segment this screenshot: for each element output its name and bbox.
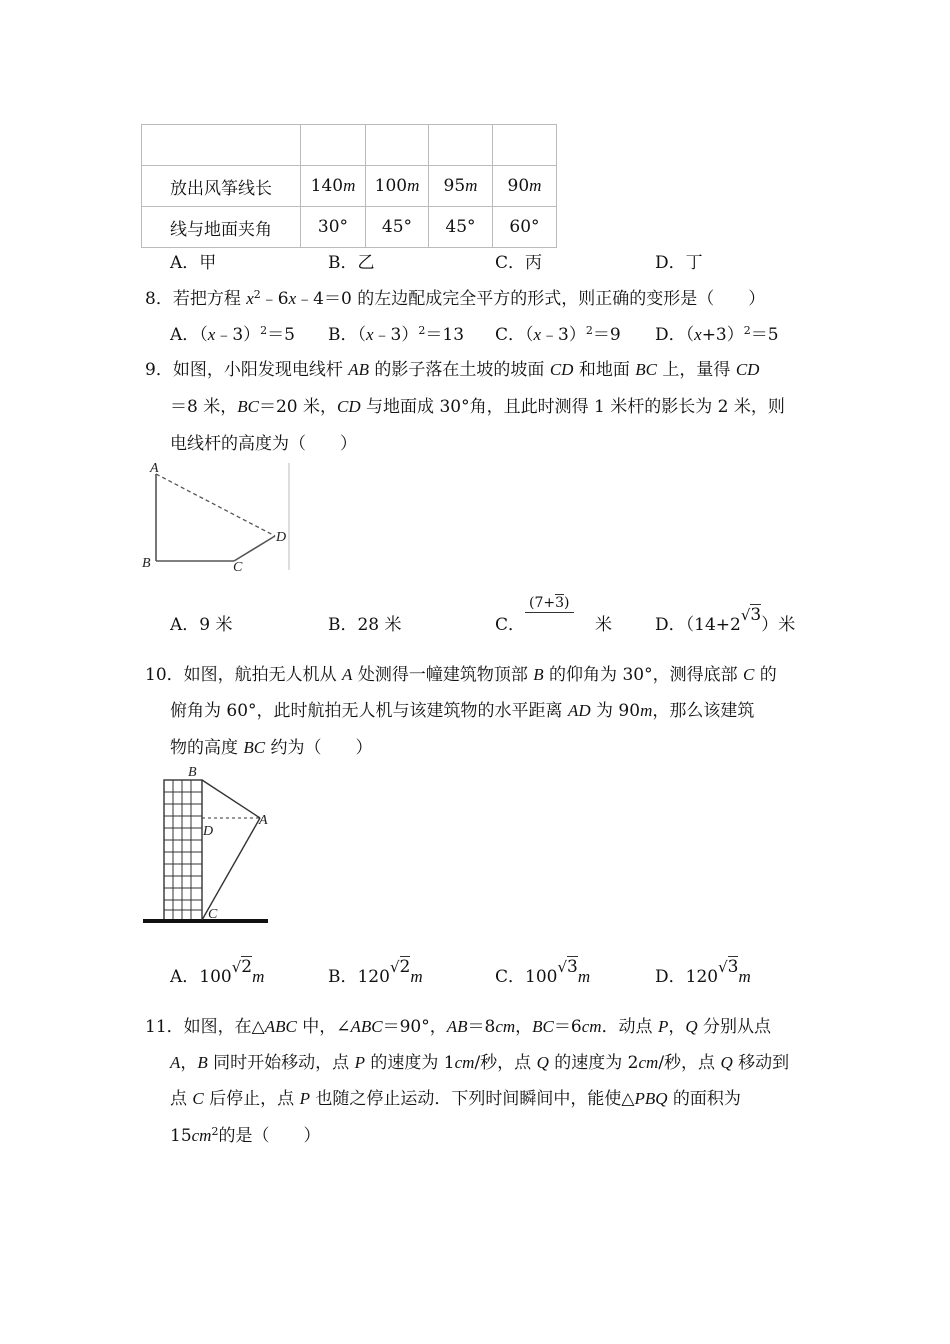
q9-figure bbox=[138, 455, 298, 575]
slope-CD bbox=[234, 536, 275, 561]
table-cell: 90m bbox=[493, 166, 557, 207]
q10-line-2: 俯角为 60°，此时航拍无人机与该建筑物的水平距离 AD 为 90m，那么该建筑 bbox=[170, 701, 755, 721]
building-grid bbox=[164, 780, 202, 920]
q11-line-1: 11．如图，在△ABC 中，∠ABC＝90°，AB＝8cm，BC＝6cm．动点 P，Q 分别从点 bbox=[145, 1017, 772, 1037]
table-cell: 140m bbox=[301, 166, 366, 207]
q8-option-a: A．（x﹣3）$^2$＝5 bbox=[170, 324, 295, 345]
q10-option-d: D．120√3m bbox=[655, 957, 751, 987]
table-header-row bbox=[142, 125, 557, 166]
table-cell: 95m bbox=[429, 166, 493, 207]
label-C: C bbox=[208, 907, 218, 922]
table-cell bbox=[493, 125, 557, 166]
q7-option-b: B．乙 bbox=[328, 253, 375, 273]
kite-table bbox=[141, 124, 557, 248]
q9-line-1: 9．如图，小阳发现电线杆 AB 的影子落在土坡的坡面 CD 和地面 BC 上，量得 CD bbox=[145, 360, 760, 380]
q10-option-a: A．100√2m bbox=[170, 957, 265, 987]
row-label: 放出风筝线长 bbox=[142, 166, 301, 207]
label-C: C bbox=[233, 560, 243, 575]
fraction-numerator: (7+3) bbox=[525, 595, 574, 613]
label-B: B bbox=[142, 556, 151, 571]
q9-line-3: 电线杆的高度为（ ） bbox=[170, 434, 357, 454]
q8-option-b: B．（x﹣3）$^2$＝13 bbox=[328, 324, 465, 345]
label-D: D bbox=[276, 530, 287, 545]
table-cell bbox=[366, 125, 429, 166]
label-A: A bbox=[150, 461, 159, 476]
q9-line-2: ＝8 米，BC＝20 米，CD 与地面成 30°角，且此时测得 1 米杆的影长为 2 米，则 bbox=[170, 397, 785, 417]
q9-option-a: A．9 米 bbox=[170, 615, 233, 635]
table-row bbox=[142, 207, 557, 248]
q8-option-c: C．（x﹣3）$^2$＝9 bbox=[495, 324, 621, 345]
q8-option-d: D．$(x+3)^2=5$ bbox=[655, 324, 779, 345]
sight-AB bbox=[202, 780, 260, 818]
table-cell: 45° bbox=[366, 207, 429, 248]
table-row bbox=[142, 166, 557, 207]
label-A: A bbox=[259, 813, 268, 828]
q9-option-d: D．（14+2√3）米 bbox=[655, 605, 796, 635]
q11-line-4: $15cm^2$的是（ ） bbox=[170, 1125, 321, 1146]
q7-option-a: A．甲 bbox=[170, 253, 217, 273]
q10-option-b: B．120√2m bbox=[328, 957, 423, 987]
q10-line-3: 物的高度 BC 约为（ ） bbox=[170, 738, 373, 758]
label-B: B bbox=[188, 765, 197, 780]
sun-ray-AD bbox=[156, 474, 275, 536]
q8-stem: 8．若把方程 $x^2﹣6x﹣4=0$ 的左边配成完全平方的形式，则正确的变形是（ ） bbox=[145, 288, 766, 309]
table-cell: 100m bbox=[366, 166, 429, 207]
table-cell: 45° bbox=[429, 207, 493, 248]
q11-line-2: A，B 同时开始移动，点 P 的速度为 1cm/秒，点 Q 的速度为 2cm/秒，点 Q 移动到 bbox=[170, 1053, 790, 1073]
table-cell bbox=[301, 125, 366, 166]
q10-line-1: 10．如图，航拍无人机从 A 处测得一幢建筑物顶部 B 的仰角为 30°，测得底部 C 的 bbox=[145, 665, 777, 685]
q9-option-c: C． (7+3) 米 bbox=[495, 595, 612, 635]
table-cell bbox=[142, 125, 301, 166]
row-label: 线与地面夹角 bbox=[142, 207, 301, 248]
q11-line-3: 点 C 后停止，点 P 也随之停止运动．下列时间瞬间中，能使△PBQ 的面积为 bbox=[170, 1089, 741, 1109]
q10-option-c: C．100√3m bbox=[495, 957, 591, 987]
q7-option-d: D．丁 bbox=[655, 253, 703, 273]
table-cell: 30° bbox=[301, 207, 366, 248]
label-D: D bbox=[203, 824, 214, 839]
q10-figure bbox=[140, 760, 275, 930]
table-cell bbox=[429, 125, 493, 166]
q7-option-c: C．丙 bbox=[495, 253, 543, 273]
table-cell: 60° bbox=[493, 207, 557, 248]
q9-option-b: B．28 米 bbox=[328, 615, 402, 635]
